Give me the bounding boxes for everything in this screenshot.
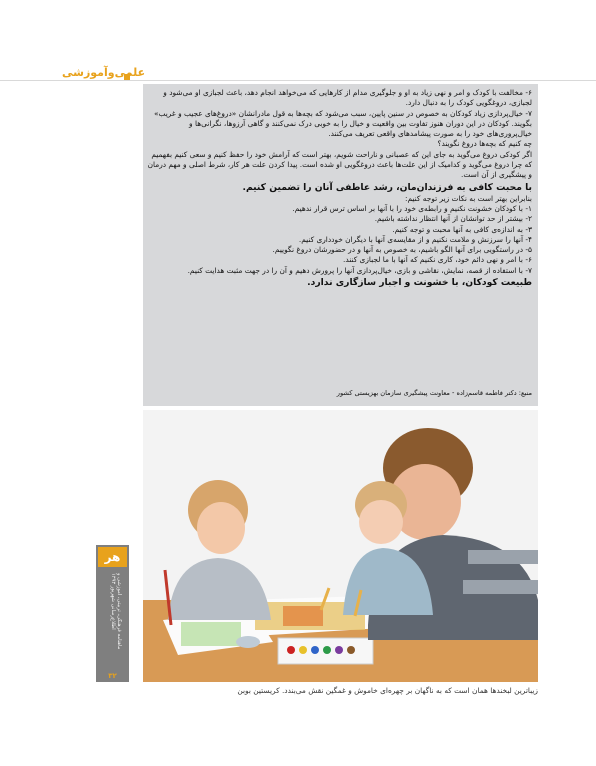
magazine-side-tab [96,545,129,682]
tip-item: ۷- با استفاده از قصه، نمایش، نقاشی و بازی، خیال‌پردازی آنها را پرورش دهیم و آن را در جهت مثبت هدایت کنیم. [187,265,532,275]
tip-item: ۱- با کودکان خشونت نکنیم و رابطه‌ی خود را با آنها بر اساس ترس قرار ندهیم. [292,203,532,213]
photo-illustration [143,410,538,682]
question-line: چه کنیم که بچه‌ها دروغ نگویند؟ [437,139,532,149]
page-number: ۳۲ [108,672,117,680]
source-credit: منبع: دکتر فاطمه قاسم‌زاده - معاونت پیشگیری سازمان بهزیستی کشور [336,388,532,397]
section-title: علمی‌وآموزشی [62,66,146,79]
tip-item: ۴- آنها را سرزنش و ملامت نکنیم و از مقایسه‌ی آنها با دیگران خودداری کنیم. [298,234,532,244]
tip-item: ۳- به اندازه‌ی کافی به آنها محبت و توجه کنیم. [392,224,532,234]
paragraph-6: ۶- مخالفت با کودک و امر و نهی زیاد به او و جلوگیری مدام از کارهایی که می‌خواهد انجام دهد، باعث لجبازی او می‌شود و لجبازی، دروغگویی کودک را به دنبال دارد. [163,88,532,108]
tip-item: ۲- بیشتر از حد توانشان از آنها انتظار نداشته باشیم. [374,214,532,224]
photo-caption: زیباترین لبخندها همان است که به ناگهان بر چهره‌ای خاموش و غمگین نقش می‌بندد. کریستین بوبن [237,686,538,695]
magazine-vertical-info: ماهنامه فرهنگی، تربیتی، آموزشی و اطلاع‌رسانی شهریور ۱۳۹۳ [110,573,122,650]
tip-item: ۵- در راستگویی برای آنها الگو باشیم، به خصوص به آنها و در حضورشان دروغ نگوییم. [272,245,532,255]
tips-intro: بنابراین بهتر است به نکات زیر توجه کنیم: [405,193,532,203]
bold-heading-love: با محبت کافی به فرزندان‌مان، رشد عاطفی آنان را تضمین کنیم. [242,181,532,193]
article-text-box [143,84,538,406]
tip-item: ۶- با امر و نهی دائم خود، کاری نکنیم که آنها با ما لجبازی کنند. [343,255,532,265]
paragraph-7: ۷- خیال‌پردازی زیاد کودکان به خصوص در سنین پایین، سبب می‌شود که بچه‌ها به قول مادرانشان «دروغ‌های عجیب و غریب» بگویند. کودکان در این دوران هنوز تفاوت بین واقعیت و خیال را به خوبی درک نمی‌کنند و گاهی آرزوها، نگرانی‌ها و خیال‌پروری‌های خود را به صورت پیشامدهای واقعی تعریف می‌کنند. [153,108,532,139]
bold-heading-nature: طبیعت کودکان، با خشونت و اجبار سازگاری ندارد. [307,277,532,289]
paragraph-advice: اگر کودکی دروغ می‌گوید به جای این که عصبانی و ناراحت شویم، بهتر است که آرامش خود را حفظ کنیم و سعی کنیم بفهمیم که چرا دروغ می‌گوید و کدامیک از این علت‌ها باعث دروغگویی او شده است. پیدا کردن علت هر کار، شرط اصلی و مهم درمان و پیشگیری از آن است. [147,149,532,180]
magazine-logo: هر [98,547,127,567]
family-painting-photo [143,410,538,682]
header-rule [0,80,596,81]
